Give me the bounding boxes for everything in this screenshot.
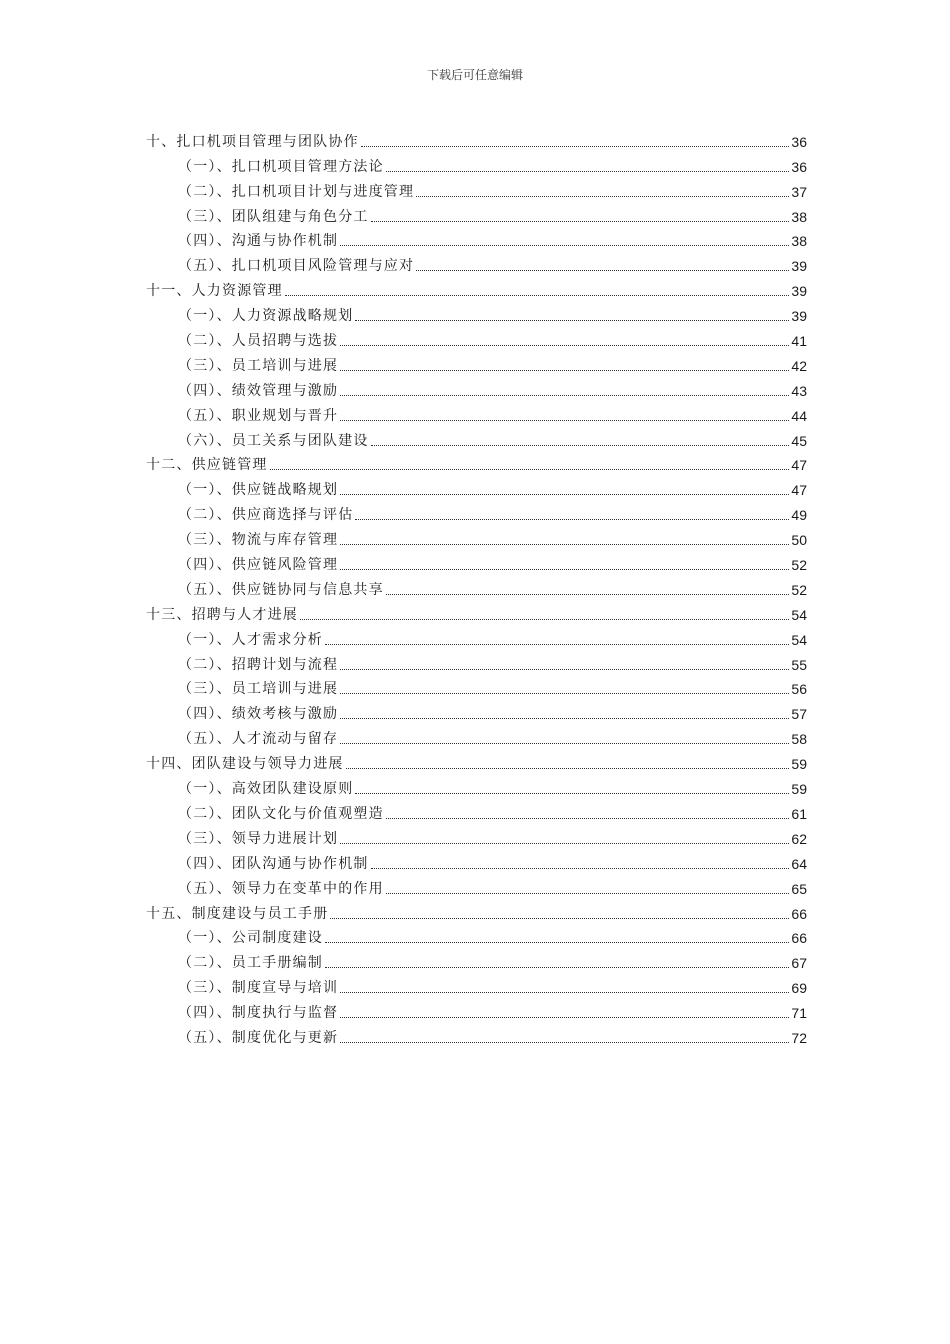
- toc-dot-leader: [340, 370, 789, 371]
- toc-section-entry[interactable]: [146, 848, 807, 873]
- toc-dot-leader: [340, 843, 789, 844]
- toc-section-entry[interactable]: [146, 250, 807, 275]
- toc-entry-page-number: 39: [791, 258, 807, 275]
- toc-entry-page-number: 57: [791, 706, 807, 723]
- toc-dot-leader: [285, 295, 790, 296]
- toc-entry-title: （一）、人力资源战略规划: [178, 308, 354, 325]
- toc-entry-title: （二）、人员招聘与选拔: [178, 333, 339, 350]
- toc-section-entry[interactable]: [146, 674, 807, 699]
- toc-dot-leader: [340, 693, 789, 694]
- toc-dot-leader: [386, 594, 790, 595]
- toc-entry-page-number: 43: [791, 382, 807, 399]
- toc-entry-page-number: 55: [791, 656, 807, 673]
- toc-section-entry[interactable]: [146, 400, 807, 425]
- toc-dot-leader: [325, 942, 789, 943]
- toc-entry-title: （二）、扎口机项目计划与进度管理: [178, 183, 415, 200]
- toc-entry-page-number: 54: [791, 631, 807, 648]
- toc-entry-title: （二）、员工手册编制: [178, 955, 323, 972]
- toc-section-entry[interactable]: [146, 698, 807, 723]
- toc-section-entry[interactable]: [146, 375, 807, 400]
- toc-entry-page-number: 38: [791, 233, 807, 250]
- toc-chapter-entry[interactable]: [146, 126, 807, 151]
- toc-entry-title: （三）、领导力进展计划: [178, 830, 339, 847]
- toc-dot-leader: [416, 196, 789, 197]
- toc-entry-title: （二）、招聘计划与流程: [178, 656, 339, 673]
- toc-entry-title: （五）、人才流动与留存: [178, 731, 339, 748]
- toc-dot-leader: [340, 345, 789, 346]
- toc-entry-title: （五）、领导力在变革中的作用: [178, 880, 384, 897]
- toc-entry-title: （四）、绩效管理与激励: [178, 382, 339, 399]
- toc-entry-title: （一）、公司制度建设: [178, 930, 323, 947]
- toc-entry-page-number: 36: [791, 158, 807, 175]
- toc-section-entry[interactable]: [146, 425, 807, 450]
- table-of-contents: [146, 126, 807, 1047]
- toc-entry-title: （三）、团队组建与角色分工: [178, 208, 369, 225]
- toc-entry-title: （二）、供应商选择与评估: [178, 507, 354, 524]
- toc-dot-leader: [340, 1042, 789, 1043]
- toc-dot-leader: [340, 669, 789, 670]
- toc-dot-leader: [330, 918, 789, 919]
- toc-section-entry[interactable]: [146, 350, 807, 375]
- toc-entry-page-number: 39: [791, 308, 807, 325]
- toc-section-entry[interactable]: [146, 997, 807, 1022]
- toc-entry-title: （三）、员工培训与进展: [178, 357, 339, 374]
- toc-section-entry[interactable]: [146, 649, 807, 674]
- toc-entry-page-number: 66: [791, 905, 807, 922]
- toc-entry-title: 十五、制度建设与员工手册: [146, 905, 329, 922]
- toc-entry-title: （三）、员工培训与进展: [178, 681, 339, 698]
- toc-entry-title: （五）、职业规划与晋升: [178, 407, 339, 424]
- toc-entry-page-number: 42: [791, 357, 807, 374]
- toc-entry-title: （一）、人才需求分析: [178, 631, 323, 648]
- page-header: 下载后可任意编辑: [426, 68, 523, 82]
- toc-dot-leader: [371, 868, 790, 869]
- toc-dot-leader: [340, 718, 789, 719]
- toc-entry-title: 十四、团队建设与领导力进展: [146, 756, 344, 773]
- toc-entry-page-number: 52: [791, 557, 807, 574]
- toc-dot-leader: [340, 245, 789, 246]
- toc-entry-page-number: 61: [791, 805, 807, 822]
- toc-entry-title: （三）、物流与库存管理: [178, 532, 339, 549]
- toc-entry-page-number: 62: [791, 830, 807, 847]
- toc-entry-title: （五）、扎口机项目风险管理与应对: [178, 258, 415, 275]
- toc-entry-title: （四）、沟通与协作机制: [178, 233, 339, 250]
- toc-dot-leader: [361, 146, 790, 147]
- toc-dot-leader: [340, 494, 789, 495]
- toc-dot-leader: [355, 320, 789, 321]
- toc-section-entry[interactable]: [146, 798, 807, 823]
- toc-chapter-entry[interactable]: [146, 599, 807, 624]
- toc-entry-page-number: 66: [791, 930, 807, 947]
- toc-dot-leader: [355, 519, 789, 520]
- toc-section-entry[interactable]: [146, 325, 807, 350]
- toc-section-entry[interactable]: [146, 151, 807, 176]
- toc-entry-page-number: 71: [791, 1005, 807, 1022]
- toc-entry-title: （四）、团队沟通与协作机制: [178, 855, 369, 872]
- toc-dot-leader: [386, 818, 790, 819]
- toc-entry-page-number: 44: [791, 407, 807, 424]
- toc-dot-leader: [340, 420, 789, 421]
- toc-entry-title: （四）、制度执行与监督: [178, 1005, 339, 1022]
- toc-dot-leader: [325, 644, 789, 645]
- toc-dot-leader: [340, 544, 789, 545]
- toc-section-entry[interactable]: [146, 773, 807, 798]
- toc-section-entry[interactable]: [146, 923, 807, 948]
- toc-entry-title: 十一、人力资源管理: [146, 283, 283, 300]
- toc-entry-page-number: 69: [791, 980, 807, 997]
- toc-section-entry[interactable]: [146, 574, 807, 599]
- toc-dot-leader: [300, 619, 789, 620]
- toc-entry-page-number: 38: [791, 208, 807, 225]
- toc-entry-page-number: 56: [791, 681, 807, 698]
- toc-dot-leader: [325, 967, 789, 968]
- toc-entry-page-number: 47: [791, 482, 807, 499]
- toc-section-entry[interactable]: [146, 226, 807, 251]
- toc-dot-leader: [355, 793, 789, 794]
- toc-entry-page-number: 39: [791, 283, 807, 300]
- toc-chapter-entry[interactable]: [146, 275, 807, 300]
- toc-entry-title: （五）、制度优化与更新: [178, 1029, 339, 1046]
- toc-entry-title: （一）、高效团队建设原则: [178, 781, 354, 798]
- toc-entry-page-number: 50: [791, 532, 807, 549]
- toc-entry-title: 十二、供应链管理: [146, 457, 268, 474]
- toc-entry-title: （一）、扎口机项目管理方法论: [178, 158, 384, 175]
- toc-entry-page-number: 52: [791, 581, 807, 598]
- toc-entry-page-number: 47: [791, 457, 807, 474]
- toc-entry-page-number: 65: [791, 880, 807, 897]
- toc-section-entry[interactable]: [146, 723, 807, 748]
- toc-dot-leader: [340, 743, 789, 744]
- toc-section-entry[interactable]: [146, 1022, 807, 1047]
- toc-entry-title: （二）、团队文化与价值观塑造: [178, 805, 384, 822]
- toc-dot-leader: [346, 768, 790, 769]
- toc-entry-page-number: 45: [791, 432, 807, 449]
- toc-section-entry[interactable]: [146, 972, 807, 997]
- toc-entry-title: （五）、供应链协同与信息共享: [178, 581, 384, 598]
- toc-section-entry[interactable]: [146, 524, 807, 549]
- toc-entry-page-number: 36: [791, 133, 807, 150]
- toc-entry-page-number: 72: [791, 1029, 807, 1046]
- toc-entry-title: （一）、供应链战略规划: [178, 482, 339, 499]
- toc-section-entry[interactable]: [146, 873, 807, 898]
- toc-dot-leader: [270, 469, 790, 470]
- toc-entry-page-number: 37: [791, 183, 807, 200]
- toc-entry-page-number: 41: [791, 333, 807, 350]
- toc-dot-leader: [371, 445, 790, 446]
- toc-entry-page-number: 49: [791, 507, 807, 524]
- toc-section-entry[interactable]: [146, 549, 807, 574]
- toc-entry-page-number: 59: [791, 756, 807, 773]
- toc-dot-leader: [340, 992, 789, 993]
- toc-section-entry[interactable]: [146, 300, 807, 325]
- toc-entry-page-number: 64: [791, 855, 807, 872]
- toc-entry-title: （六）、员工关系与团队建设: [178, 432, 369, 449]
- toc-dot-leader: [386, 171, 790, 172]
- toc-entry-title: （四）、绩效考核与激励: [178, 706, 339, 723]
- toc-dot-leader: [340, 1017, 789, 1018]
- toc-chapter-entry[interactable]: [146, 898, 807, 923]
- toc-section-entry[interactable]: [146, 823, 807, 848]
- toc-entry-page-number: 59: [791, 781, 807, 798]
- toc-entry-title: 十三、招聘与人才进展: [146, 606, 298, 623]
- toc-dot-leader: [371, 221, 790, 222]
- toc-chapter-entry[interactable]: [146, 748, 807, 773]
- toc-section-entry[interactable]: [146, 201, 807, 226]
- toc-chapter-entry[interactable]: [146, 450, 807, 475]
- toc-entry-title: （三）、制度宣导与培训: [178, 980, 339, 997]
- toc-section-entry[interactable]: [146, 176, 807, 201]
- toc-dot-leader: [340, 395, 789, 396]
- toc-section-entry[interactable]: [146, 624, 807, 649]
- toc-section-entry[interactable]: [146, 474, 807, 499]
- toc-dot-leader: [386, 893, 790, 894]
- toc-entry-page-number: 67: [791, 955, 807, 972]
- toc-section-entry[interactable]: [146, 947, 807, 972]
- toc-entry-title: 十、扎口机项目管理与团队协作: [146, 133, 359, 150]
- toc-entry-page-number: 54: [791, 606, 807, 623]
- toc-entry-title: （四）、供应链风险管理: [178, 557, 339, 574]
- toc-dot-leader: [340, 569, 789, 570]
- toc-section-entry[interactable]: [146, 499, 807, 524]
- toc-dot-leader: [416, 270, 789, 271]
- toc-entry-page-number: 58: [791, 731, 807, 748]
